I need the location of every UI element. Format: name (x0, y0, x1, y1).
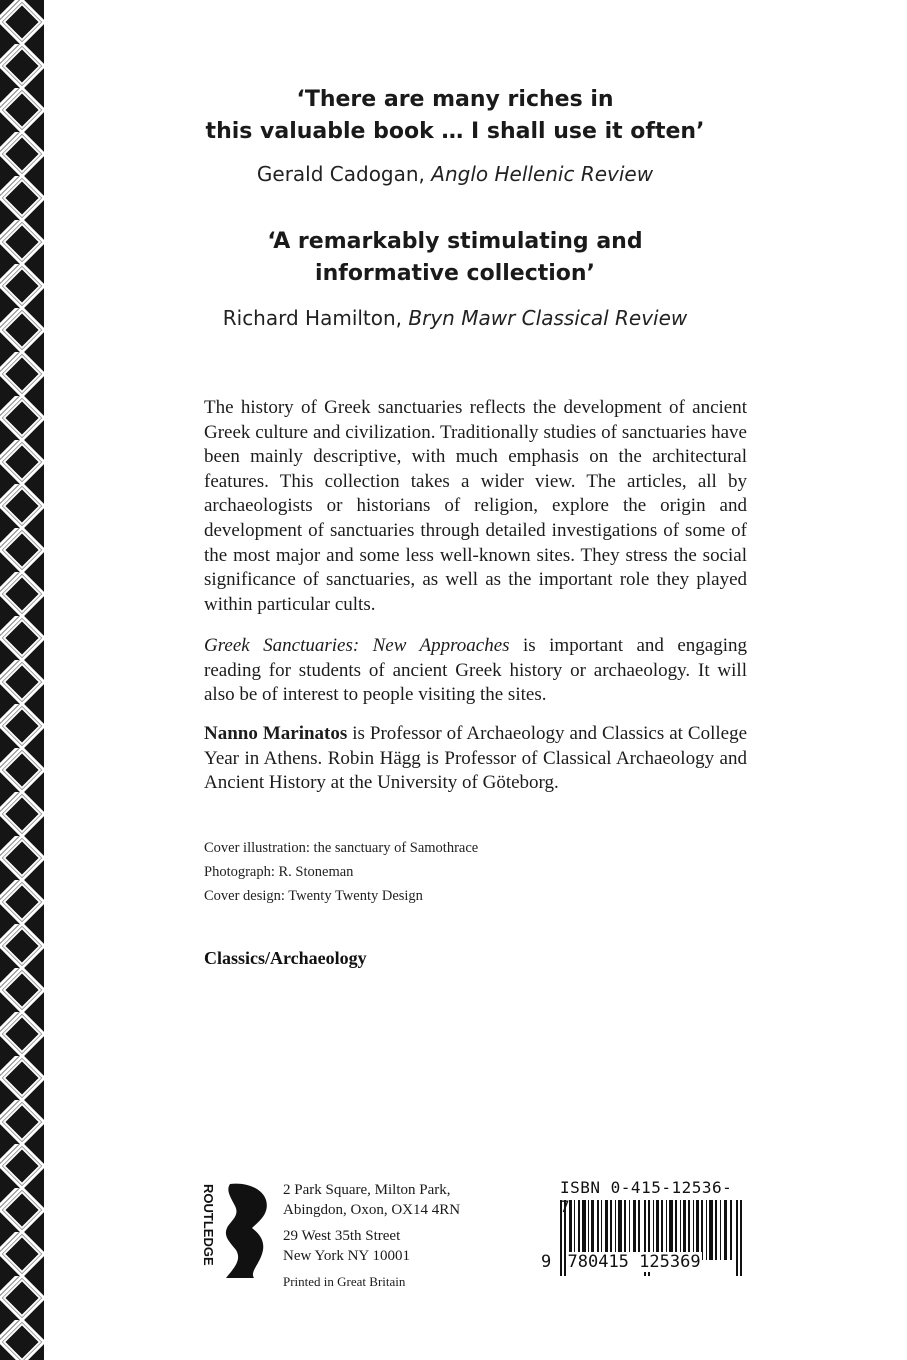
barcode-number (540, 1252, 750, 1272)
quote-2 (160, 226, 750, 290)
book-title: Greek Sanctuaries: New Approaches (204, 635, 510, 656)
quote-1-line2: this valuable book … I shall use it often’ (205, 119, 705, 144)
quote-2-attribution (160, 306, 750, 330)
quote-1-attribution (160, 162, 750, 186)
cover-credits (204, 836, 478, 908)
publisher-name: ROUTLEDGE (201, 1184, 216, 1266)
quote-1-author: Gerald Cadogan, (256, 162, 425, 186)
publisher-address: 2 Park Square, Milton Park, Abingdon, Oxon, OX14 4RN 29 West 35th Street New York NY 10001 Printed in Great Britain (283, 1180, 460, 1292)
author-name: Nanno Marinatos (204, 723, 348, 744)
barcode-first-digit: 9 (541, 1252, 552, 1272)
credit-photograph: Photograph: R. Stoneman (204, 864, 354, 880)
profile-silhouette-icon (226, 1184, 267, 1278)
quote-2-author: Richard Hamilton, (222, 306, 403, 330)
isbn-label: ISBN 0-415-12536-7 (560, 1178, 733, 1216)
quote-1-source: Anglo Hellenic Review (431, 162, 654, 186)
quote-1-line1: ‘There are many riches in (296, 87, 614, 112)
credit-illustration: Cover illustration: the sanctuary of Samothrace (204, 840, 479, 856)
quote-2-source: Bryn Mawr Classical Review (408, 306, 688, 330)
category-label: Classics/Archaeology (204, 948, 367, 968)
barcode-digits: 780415 125369 (567, 1252, 701, 1272)
printed-in: Printed in Great Britain (283, 1274, 406, 1289)
description-paragraph-3: Nanno Marinatos is Professor of Archaeology and Classics at College Year in Athens. Robin Hägg is Professor of Classical Archaeology and Ancient History at the University of Göteborg. (204, 723, 747, 794)
description-paragraph-2: Greek Sanctuaries: New Approaches is important and engaging reading for students of ancient Greek history or archaeology. It will also be of interest to people visiting the sites. (204, 635, 747, 706)
description-paragraph-1: The history of Greek sanctuaries reflects the development of ancient Greek culture and civilization. Traditionally studies of sanctuaries have been mainly descriptive, with much emphasis on the architectural features. This collection takes a wider view. The articles, all by archaeologists or historians of religion, explore the origin and development of sanctuaries through detailed investigations of some of the most major and some less well-known sites. They stress the social significance of sanctuaries, as well as the important role they played within particular cults. (204, 397, 747, 615)
decorative-border (0, 0, 44, 1360)
routledge-logo (200, 1180, 272, 1280)
quote-2-line1: ‘A remarkably stimulating and (267, 229, 643, 254)
border-pattern-icon (0, 0, 44, 1360)
quote-1 (160, 84, 750, 148)
quote-2-line2: informative collection’ (315, 261, 595, 286)
credit-design: Cover design: Twenty Twenty Design (204, 888, 423, 904)
